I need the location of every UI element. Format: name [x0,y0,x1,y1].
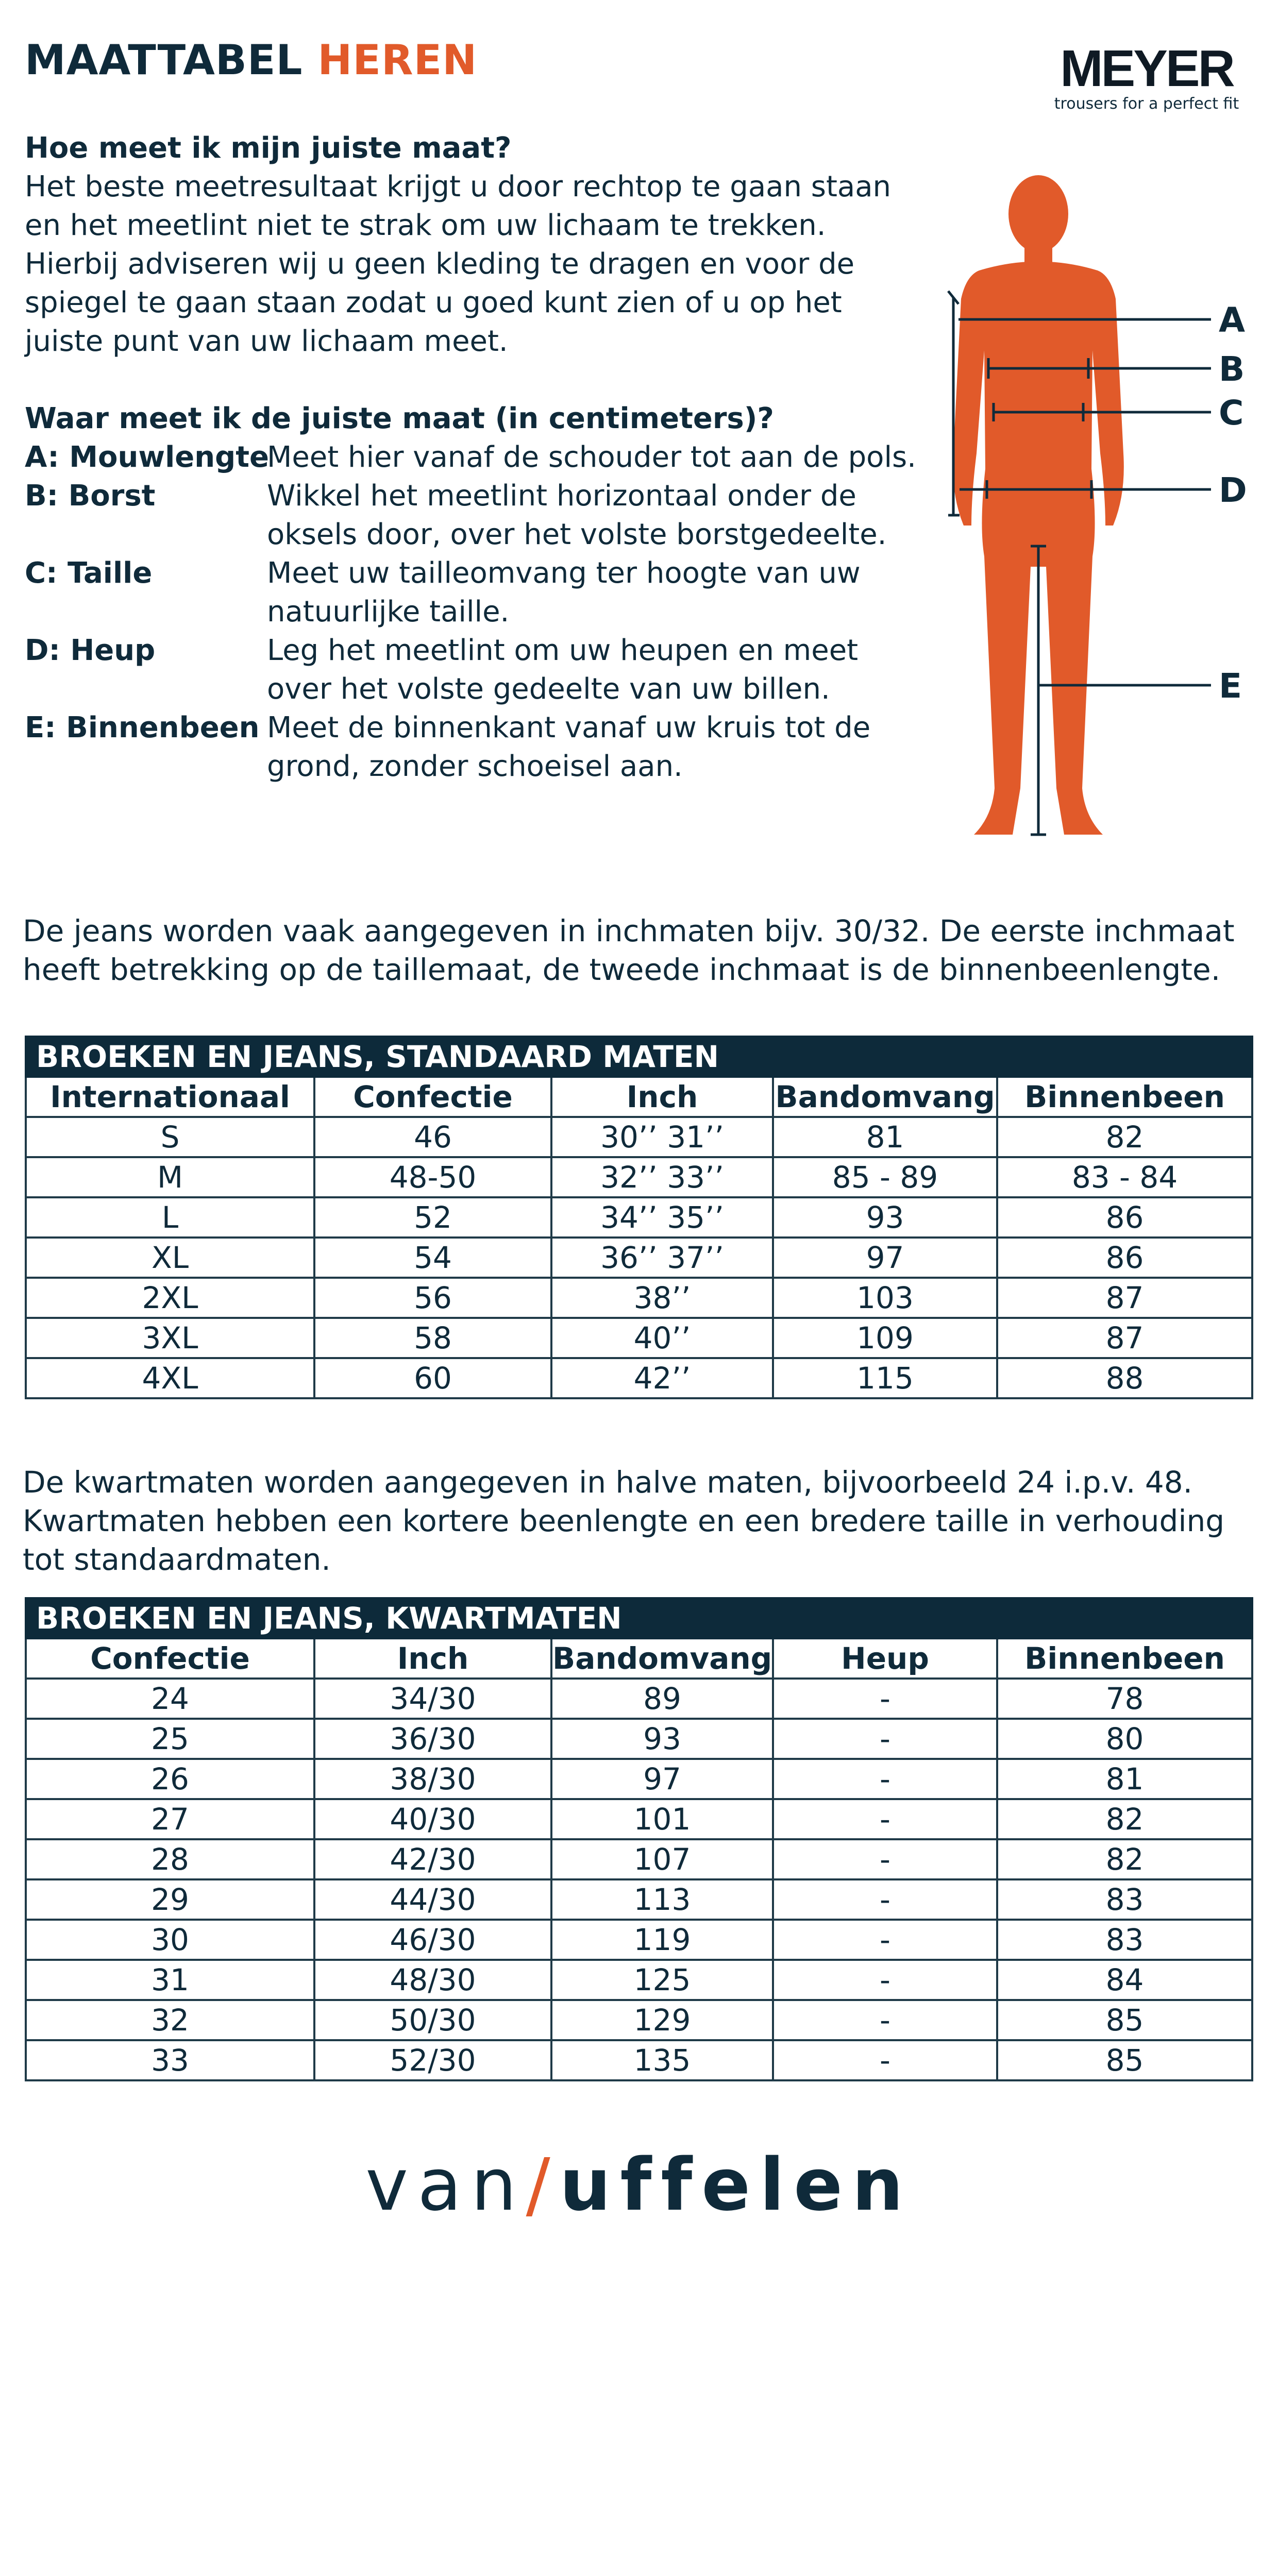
table-cell: 82 [997,1799,1252,1839]
table-row [26,1679,1252,1719]
column-header: Internationaal [26,1077,314,1117]
kwartmaten-table [25,1597,1253,2081]
measurement-desc: Leg het meetlint om uw heupen en meet over het volste gedeelte van uw billen. [267,634,859,706]
table-banner [26,1037,1252,1077]
table-cell: 40/30 [314,1799,551,1839]
measurement-desc: Meet uw tailleomvang ter hoogte van uw natuurlijke taille. [267,556,861,629]
brand-name: MEYER [1060,40,1233,97]
table-cell: 4XL [26,1358,314,1398]
meyer-logo [1051,40,1242,113]
intro-heading: Hoe meet ik mijn juiste maat? [25,131,512,165]
table-cell: - [773,1879,997,1920]
table-title: BROEKEN EN JEANS, KWARTMATEN [26,1598,1252,1638]
kwartmaten-note: De kwartmaten worden aangegeven in halve maten, bijvoorbeeld 24 i.p.v. 48. Kwartmaten hebben een kortere beenlengte en een bredere taille in verhouding tot standaardmaten. [23,1465,1225,1577]
table-cell: 42/30 [314,1839,551,1879]
table-cell: 125 [551,1960,773,2000]
title-accent: HEREN [317,36,478,84]
table-cell: 34’’ 35’’ [551,1197,773,1238]
label-a: A [1219,300,1246,340]
table-cell: 25 [26,1719,314,1759]
table-cell: 38/30 [314,1759,551,1799]
table-cell: 44/30 [314,1879,551,1920]
table-cell: 83 [997,1920,1252,1960]
table-cell: 78 [997,1679,1252,1719]
measurement-label: E: Binnenbeen [25,711,260,744]
table-header-row [26,1077,1252,1117]
logo-left: van [365,2143,526,2227]
table-cell: 52/30 [314,2040,551,2080]
table-banner-blank [997,1037,1252,1077]
table-cell: 87 [997,1318,1252,1358]
table-cell: 50/30 [314,2000,551,2040]
van-uffelen-logo [0,2143,1278,2227]
measurement-desc: Wikkel het meetlint horizontaal onder de oksels door, over het volste borstgedeelte. [267,479,887,551]
table-cell: 82 [997,1839,1252,1879]
table-cell: 89 [551,1679,773,1719]
table-cell: 119 [551,1920,773,1960]
table-cell: L [26,1197,314,1238]
table-row [26,1238,1252,1278]
measurement-label: D: Heup [25,634,156,667]
table-row [26,1799,1252,1839]
table-cell: - [773,1839,997,1879]
table-cell: 26 [26,1759,314,1799]
column-header: Binnenbeen [997,1077,1252,1117]
title-main: MAATTABEL [25,36,303,84]
table-cell: 27 [26,1799,314,1839]
measurement-section [25,399,952,786]
table-cell: 30 [26,1920,314,1960]
measurement-label: B: Borst [25,479,156,513]
table-cell: 86 [997,1238,1252,1278]
table-cell: 33 [26,2040,314,2080]
table-row [26,1318,1252,1358]
table-cell: 97 [773,1238,997,1278]
table-cell: 48/30 [314,1960,551,2000]
table-cell: 87 [997,1278,1252,1318]
table-cell: XL [26,1238,314,1278]
table-cell: 31 [26,1960,314,2000]
measurement-item [25,477,952,554]
table-row [26,1759,1252,1799]
table-cell: - [773,1920,997,1960]
table-cell: 48-50 [314,1157,551,1197]
table-row [26,1157,1252,1197]
table-cell: 2XL [26,1278,314,1318]
table-row [26,1719,1252,1759]
measurement-item [25,438,952,477]
measurement-item [25,554,952,631]
table-cell: 115 [773,1358,997,1398]
measurement-heading: Waar meet ik de juiste maat (in centimeters)? [25,402,774,435]
standard-size-table [25,1036,1253,1399]
table-cell: 135 [551,2040,773,2080]
table-cell: - [773,1799,997,1839]
table-cell: M [26,1157,314,1197]
table-cell: - [773,2000,997,2040]
brand-tagline: trousers for a perfect fit [1054,95,1239,113]
table-header-row [26,1638,1252,1679]
table-cell: 93 [773,1197,997,1238]
table-cell: 52 [314,1197,551,1238]
table-cell: 32 [26,2000,314,2040]
table-row [26,1278,1252,1318]
page-title [25,36,477,84]
table-cell: 83 [997,1879,1252,1920]
measurement-desc: Meet de binnenkant vanaf uw kruis tot de grond, zonder schoeisel aan. [267,711,871,783]
table-cell: 46 [314,1117,551,1157]
table-cell: 85 [997,2040,1252,2080]
table-cell: 46/30 [314,1920,551,1960]
column-header: Heup [773,1638,997,1679]
logo-slash: / [526,2143,560,2227]
measurement-item [25,708,952,786]
table-cell: 56 [314,1278,551,1318]
measurement-item [25,631,952,708]
table-cell: 32’’ 33’’ [551,1157,773,1197]
jeans-note: De jeans worden vaak aangegeven in inchmaten bijv. 30/32. De eerste inchmaat heeft betrekking op de taillemaat, de tweede inchmaat is de binnenbeenlengte. [23,913,1235,987]
measure-labels [1219,300,1247,706]
table-cell: 60 [314,1358,551,1398]
label-b: B [1219,349,1245,389]
measurement-label: A: Mouwlengte [25,440,269,474]
body-measurement-figure [928,165,1263,876]
measurement-label: C: Taille [25,556,153,590]
table-cell: 85 - 89 [773,1157,997,1197]
logo-right: uffelen [559,2143,913,2227]
table-cell: - [773,2040,997,2080]
table-row [26,1839,1252,1879]
table-banner [26,1598,1252,1638]
table-row [26,2000,1252,2040]
table-cell: 97 [551,1759,773,1799]
table-cell: 113 [551,1879,773,1920]
table-cell: 30’’ 31’’ [551,1117,773,1157]
table-cell: 82 [997,1117,1252,1157]
column-header: Confectie [26,1638,314,1679]
table-cell: 103 [773,1278,997,1318]
table-cell: 85 [997,2000,1252,2040]
table-row [26,1197,1252,1238]
column-header: Binnenbeen [997,1638,1252,1679]
table-row [26,1358,1252,1398]
table-cell: - [773,1759,997,1799]
table-cell: 109 [773,1318,997,1358]
table-cell: 83 - 84 [997,1157,1252,1197]
table-cell: 93 [551,1719,773,1759]
table-cell: 88 [997,1358,1252,1398]
table-cell: 129 [551,2000,773,2040]
table-cell: - [773,1719,997,1759]
table-cell: 29 [26,1879,314,1920]
column-header: Bandomvang [773,1077,997,1117]
label-c: C [1219,393,1244,433]
table-cell: 81 [773,1117,997,1157]
label-e: E [1219,666,1242,706]
column-header: Inch [314,1638,551,1679]
intro-text: Het beste meetresultaat krijgt u door rechtop te gaan staan en het meetlint niet te strak om uw lichaam te trekken. Hierbij adviseren wij u geen kleding te dragen en voor de spiegel te gaan staan zodat u goed kunt zien of u op het juiste punt van uw lichaam meet. [25,170,892,358]
table-cell: 107 [551,1839,773,1879]
table-row [26,1117,1252,1157]
intro-section [25,129,911,361]
table-row [26,1960,1252,2000]
table-row [26,1920,1252,1960]
table-cell: 54 [314,1238,551,1278]
table-cell: 34/30 [314,1679,551,1719]
table-cell: - [773,1960,997,2000]
table-cell: 42’’ [551,1358,773,1398]
table-row [26,2040,1252,2080]
table-cell: 80 [997,1719,1252,1759]
table-title: BROEKEN EN JEANS, STANDAARD MATEN [26,1037,997,1077]
column-header: Bandomvang [551,1638,773,1679]
table-row [26,1879,1252,1920]
column-header: Inch [551,1077,773,1117]
table-cell: 28 [26,1839,314,1879]
table-cell: 86 [997,1197,1252,1238]
table-cell: 36’’ 37’’ [551,1238,773,1278]
label-d: D [1219,470,1247,510]
table-cell: 24 [26,1679,314,1719]
table-cell: 84 [997,1960,1252,2000]
table-cell: - [773,1679,997,1719]
column-header: Confectie [314,1077,551,1117]
table-cell: 58 [314,1318,551,1358]
measurement-desc: Meet hier vanaf de schouder tot aan de pols. [267,440,916,474]
table-cell: 36/30 [314,1719,551,1759]
table-cell: 40’’ [551,1318,773,1358]
table-cell: 3XL [26,1318,314,1358]
table-cell: 81 [997,1759,1252,1799]
table-cell: 101 [551,1799,773,1839]
table-cell: 38’’ [551,1278,773,1318]
table-cell: S [26,1117,314,1157]
